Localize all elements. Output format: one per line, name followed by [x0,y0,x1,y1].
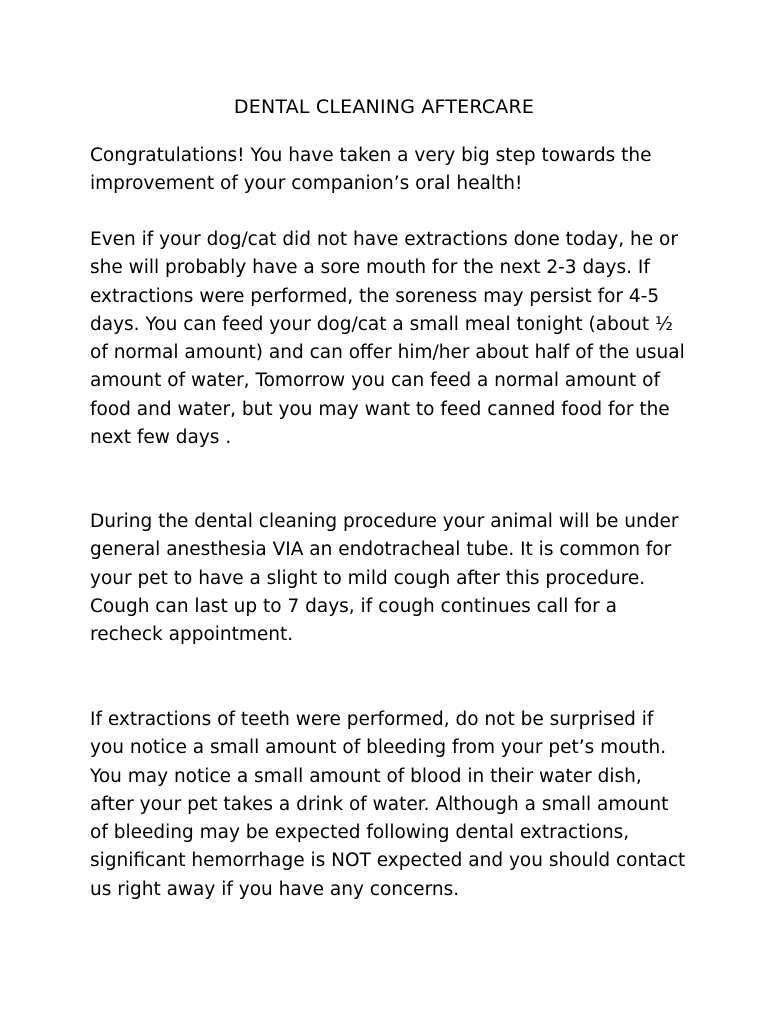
text-line: During the dental cleaning procedure your animal will be under [90,511,679,532]
paragraph-anesthesia-cough [90,508,690,649]
text-line: You may notice a small amount of blood in their water dish, [90,765,642,787]
paragraph-congratulations [90,142,690,199]
text-line: of bleeding may be expected following dental extractions, [90,822,630,844]
text-line: Congratulations! You have taken a very big step towards the [90,145,652,166]
text-line: Cough can last up to 7 days, if cough continues call for a [90,595,617,617]
text-line: food and water, but you may want to feed canned food for the [90,398,670,420]
text-line: improvement of your companion’s oral health! [90,173,523,195]
text-line: she will probably have a sore mouth for the next 2-3 days. If [90,257,650,279]
paragraph-extraction-bleeding [90,706,690,904]
text-line: If extractions of teeth were performed, do not be surprised if [90,709,654,730]
text-line: after your pet takes a drink of water. Although a small amount [90,793,669,815]
text-line: Even if your dog/cat did not have extractions done today, he or [90,229,678,250]
text-line: extractions were performed, the soreness may persist for 4-5 [90,285,660,307]
text-line: amount of water, Tomorrow you can feed a normal amount of [90,370,660,392]
text-line: you notice a small amount of bleeding from your pet’s mouth. [90,737,667,759]
paragraph-feeding-instructions [90,226,690,452]
text-line: recheck appointment. [90,624,294,646]
text-line: significant hemorrhage is NOT expected and you should contact [90,850,686,872]
text-line: days. You can feed your dog/cat a small meal tonight (about ½ [90,313,673,335]
text-line: your pet to have a slight to mild cough after this procedure. [90,567,646,589]
text-line: next few days . [90,427,232,449]
text-line: of normal amount) and can offer him/her about half of the usual [90,342,685,364]
text-line: us right away if you have any concerns. [90,878,460,900]
text-line: general anesthesia VIA an endotracheal tube. It is common for [90,539,672,561]
document-title: DENTAL CLEANING AFTERCARE [233,96,535,118]
